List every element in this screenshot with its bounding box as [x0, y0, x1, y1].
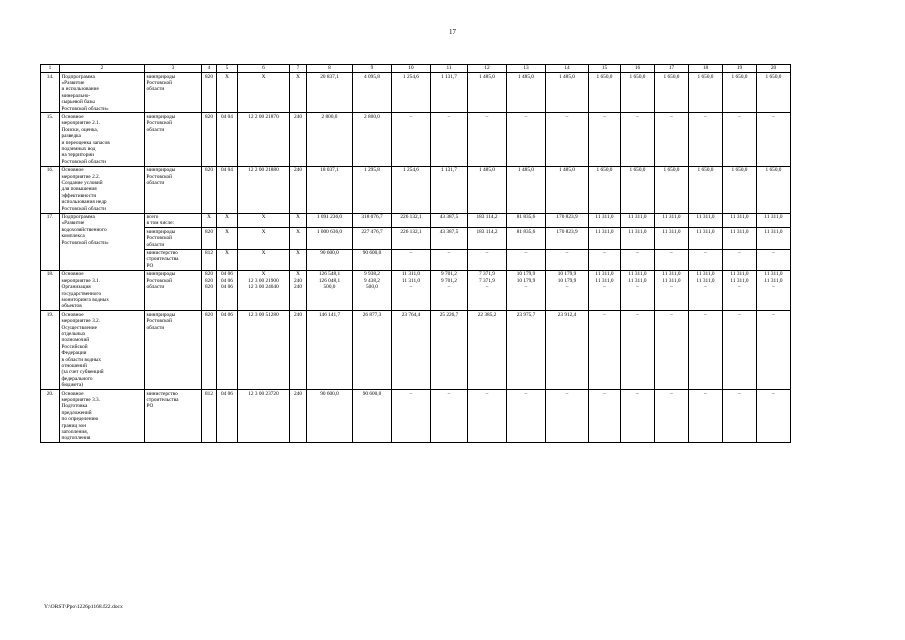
amount-cell: 11 311,0 [589, 228, 621, 249]
amount-cell: 20 837,1 [307, 73, 353, 113]
grbs-code: 820 [202, 228, 217, 249]
amount-cell: 11 311,0 11 311,0 – [621, 270, 655, 310]
amount-cell: 318 076,7 [353, 213, 392, 228]
csr-code: Х [238, 228, 290, 249]
header-cell: 11 [431, 65, 468, 73]
amount-cell: – [589, 311, 621, 390]
amount-cell: 10 179,9 10 179,9 – [507, 270, 546, 310]
amount-cell: – [392, 390, 431, 443]
program-name: Подпрограмма «Развитие и использование минерально- сырьевой базы Ростовской области» [60, 73, 145, 113]
amount-cell: 11 311,0 [723, 213, 757, 228]
header-cell: 5 [217, 65, 238, 73]
amount-cell: – [546, 390, 589, 443]
amount-cell: – [546, 113, 589, 166]
header-cell: 19 [723, 65, 757, 73]
header-cell: 1 [41, 65, 60, 73]
vr-code: Х [290, 73, 307, 113]
amount-cell: 26 877,3 [353, 311, 392, 390]
header-cell: 3 [145, 65, 202, 73]
amount-cell: 2 800,0 [353, 113, 392, 166]
vr-code: Х 240 240 [290, 270, 307, 310]
rzpr-code: 04 04 [217, 113, 238, 166]
csr-code: Х [238, 249, 290, 270]
amount-cell: 1 650,0 [589, 166, 621, 213]
grbs-code: 820 820 820 [202, 270, 217, 310]
amount-cell: 22 385,2 [468, 311, 507, 390]
amount-cell: 1 091 236,0 [307, 213, 353, 228]
header-cell: 2 [60, 65, 145, 73]
csr-code: 12 2 00 21880 [238, 166, 290, 213]
program-name: Основное мероприятие 2.2. Создание условий для повышения эффективности использования недр Ростовской области [60, 166, 145, 213]
amount-cell: – [757, 113, 791, 166]
amount-cell: 1 650,0 [655, 73, 689, 113]
amount-cell: 1 650,0 [655, 166, 689, 213]
amount-cell: – [723, 113, 757, 166]
amount-cell: – [689, 390, 723, 443]
table-row [41, 249, 791, 270]
header-cell: 18 [689, 65, 723, 73]
amount-cell: 1 000 636,0 [307, 228, 353, 249]
amount-cell: – [392, 249, 431, 270]
program-name: Подпрограмма «Развитие водохозяйственного комплекса Ростовской области» [60, 213, 145, 270]
vr-code: Х [290, 213, 307, 228]
executor: всего в том числе: [145, 213, 202, 228]
header-cell: 14 [546, 65, 589, 73]
amount-cell: 11 311,0 [589, 213, 621, 228]
amount-cell: 1 650,0 [689, 166, 723, 213]
amount-cell: 90 600,0 [353, 249, 392, 270]
vr-code: Х [290, 228, 307, 249]
grbs-code: 812 [202, 390, 217, 443]
amount-cell: 1 650,0 [621, 73, 655, 113]
amount-cell: 18 037,1 [307, 166, 353, 213]
row-number: 20. [41, 390, 60, 443]
amount-cell: 1 295,8 [353, 166, 392, 213]
rzpr-code: Х [217, 249, 238, 270]
amount-cell: 1 650,0 [621, 166, 655, 213]
table-row [41, 270, 791, 310]
amount-cell: 1 650,0 [757, 166, 791, 213]
program-name: Основное мероприятие 3.3. Подготовка предложений по определению границ зон затопления, подтопления [60, 390, 145, 443]
amount-cell: 23 764,4 [392, 311, 431, 390]
amount-cell: 10 179,9 10 179,9 – [546, 270, 589, 310]
header-cell: 4 [202, 65, 217, 73]
vr-code: 240 [290, 390, 307, 443]
executor: минприроды Ростовской области [145, 166, 202, 213]
header-cell: 8 [307, 65, 353, 73]
amount-cell: 9 701,2 9 701,2 – [431, 270, 468, 310]
executor: минприроды Ростовской области [145, 228, 202, 249]
amount-cell: 43 387,5 [431, 213, 468, 228]
rzpr-code: Х [217, 73, 238, 113]
amount-cell: – [757, 249, 791, 270]
amount-cell: – [392, 113, 431, 166]
amount-cell: 1 485,0 [546, 73, 589, 113]
row-number: 17. [41, 213, 60, 270]
amount-cell: 4 095,8 [353, 73, 392, 113]
amount-cell: 11 311,0 11 311,0 – [689, 270, 723, 310]
amount-cell: 25 226,7 [431, 311, 468, 390]
amount-cell: – [621, 249, 655, 270]
grbs-code: 820 [202, 311, 217, 390]
rzpr-code: Х [217, 228, 238, 249]
grbs-code: 820 [202, 166, 217, 213]
amount-cell: 183 114,2 [468, 213, 507, 228]
amount-cell: 23 975,7 [507, 311, 546, 390]
amount-cell: 170 823,9 [546, 228, 589, 249]
row-number: 16. [41, 166, 60, 213]
amount-cell: 1 485,0 [507, 73, 546, 113]
csr-code: 12 2 00 21870 [238, 113, 290, 166]
amount-cell: – [723, 390, 757, 443]
amount-cell: – [431, 390, 468, 443]
rzpr-code: 04 06 [217, 311, 238, 390]
vr-code: 240 [290, 166, 307, 213]
amount-cell: 126 548,1 126 048,1 500,0 [307, 270, 353, 310]
header-cell: 12 [468, 65, 507, 73]
amount-cell: – [431, 249, 468, 270]
program-name: Основное мероприятие 2.1. Поиски, оценка, разведка и переоценка запасов подземных вод на территории Ростовской области [60, 113, 145, 166]
amount-cell: 1 650,0 [689, 73, 723, 113]
header-cell: 6 [238, 65, 290, 73]
amount-cell: – [757, 311, 791, 390]
table-row [41, 113, 791, 166]
table-row [41, 390, 791, 443]
grbs-code: 820 [202, 113, 217, 166]
header-cell: 9 [353, 65, 392, 73]
amount-cell: 1 485,0 [507, 166, 546, 213]
table-row [41, 73, 791, 113]
amount-cell: – [689, 311, 723, 390]
amount-cell: 11 311,0 [689, 228, 723, 249]
amount-cell: – [468, 390, 507, 443]
amount-cell: 90 600,0 [307, 249, 353, 270]
header-cell: 10 [392, 65, 431, 73]
grbs-code: 812 [202, 249, 217, 270]
amount-cell: – [621, 311, 655, 390]
amount-cell: 9 938,2 9 438,2 500,0 [353, 270, 392, 310]
amount-cell: 11 311,0 [621, 228, 655, 249]
header-cell: 20 [757, 65, 791, 73]
amount-cell: – [546, 249, 589, 270]
csr-code: 12 3 00 23720 [238, 390, 290, 443]
vr-code: Х [290, 249, 307, 270]
header-cell: 15 [589, 65, 621, 73]
amount-cell: – [507, 390, 546, 443]
amount-cell: 227 476,7 [353, 228, 392, 249]
amount-cell: – [589, 113, 621, 166]
amount-cell: 11 311,0 11 311,0 – [757, 270, 791, 310]
table-row [41, 228, 791, 249]
amount-cell: 1 650,0 [723, 73, 757, 113]
rzpr-code: 04 04 [217, 166, 238, 213]
executor: минприроды Ростовской области [145, 113, 202, 166]
executor: минприроды Ростовской области [145, 73, 202, 113]
amount-cell: 226 132,1 [392, 228, 431, 249]
row-number: 19. [41, 311, 60, 390]
header-cell: 7 [290, 65, 307, 73]
amount-cell: 11 311,0 [655, 213, 689, 228]
amount-cell: 1 650,0 [589, 73, 621, 113]
executor: минприроды Ростовской области [145, 270, 202, 310]
amount-cell: 1 485,0 [546, 166, 589, 213]
amount-cell: 226 132,1 [392, 213, 431, 228]
header-cell: 17 [655, 65, 689, 73]
amount-cell: – [655, 311, 689, 390]
amount-cell: 81 835,6 [507, 228, 546, 249]
amount-cell: – [507, 113, 546, 166]
amount-cell: – [468, 249, 507, 270]
amount-cell: 11 311,0 [621, 213, 655, 228]
budget-table [40, 64, 791, 443]
amount-cell: 7 371,9 7 371,9 – [468, 270, 507, 310]
amount-cell: 81 835,6 [507, 213, 546, 228]
table-row [41, 213, 791, 228]
rzpr-code: 04 06 [217, 390, 238, 443]
header-cell: 16 [621, 65, 655, 73]
amount-cell: 1 485,0 [468, 73, 507, 113]
amount-cell: 43 387,5 [431, 228, 468, 249]
grbs-code: Х [202, 213, 217, 228]
amount-cell: 1 650,0 [757, 73, 791, 113]
amount-cell: 1 254,6 [392, 73, 431, 113]
amount-cell: 11 311,0 11 311,0 – [655, 270, 689, 310]
amount-cell: – [655, 113, 689, 166]
amount-cell: 1 131,7 [431, 166, 468, 213]
amount-cell: – [655, 249, 689, 270]
vr-code: 240 [290, 311, 307, 390]
amount-cell: 2 800,0 [307, 113, 353, 166]
amount-cell: 23 912,4 [546, 311, 589, 390]
amount-cell: – [589, 390, 621, 443]
grbs-code: 820 [202, 73, 217, 113]
executor: министерство строительства РО [145, 249, 202, 270]
csr-code: Х 12 3 00 21900 12 3 00 24040 [238, 270, 290, 310]
rzpr-code: 04 06 04 06 04 06 [217, 270, 238, 310]
amount-cell: 1 254,6 [392, 166, 431, 213]
amount-cell: 11 311,0 [757, 228, 791, 249]
footer-file-path: Y:\ORST\Ppo\1226p1168.f22.docx [44, 604, 123, 610]
row-number: 18. [41, 270, 60, 310]
page-number: 17 [449, 28, 456, 36]
amount-cell: – [589, 249, 621, 270]
amount-cell: 1 131,7 [431, 73, 468, 113]
amount-cell: 11 311,0 [689, 213, 723, 228]
amount-cell: – [723, 311, 757, 390]
csr-code: 12 3 00 51280 [238, 311, 290, 390]
row-number: 14. [41, 73, 60, 113]
table-row [41, 311, 791, 390]
amount-cell: 170 823,9 [546, 213, 589, 228]
row-number: 15. [41, 113, 60, 166]
amount-cell: 11 311,0 [723, 228, 757, 249]
amount-cell: – [621, 113, 655, 166]
header-cell: 13 [507, 65, 546, 73]
amount-cell: 90 600,0 [353, 390, 392, 443]
amount-cell: 11 311,0 11 311,0 – [589, 270, 621, 310]
amount-cell: 183 114,2 [468, 228, 507, 249]
executor: министерство строительства РО [145, 390, 202, 443]
program-name: Основное мероприятие 3.1. Организация государственного мониторинга водных объектов [60, 270, 145, 310]
amount-cell: 90 600,0 [307, 390, 353, 443]
amount-cell: – [431, 113, 468, 166]
amount-cell: 1 485,0 [468, 166, 507, 213]
amount-cell: 1 650,0 [723, 166, 757, 213]
amount-cell: – [689, 249, 723, 270]
amount-cell: – [507, 249, 546, 270]
table-row [41, 166, 791, 213]
amount-cell: 11 311,0 11 311,0 – [392, 270, 431, 310]
executor: минприроды Ростовской области [145, 311, 202, 390]
amount-cell: – [655, 390, 689, 443]
amount-cell: – [689, 113, 723, 166]
amount-cell: 11 311,0 [757, 213, 791, 228]
amount-cell: – [757, 390, 791, 443]
program-name: Основное мероприятие 3.2. Осуществление отдельных полномочий Российской Федерации в области водных отношений (за счет субвенций федерального бюджета) [60, 311, 145, 390]
amount-cell: – [468, 113, 507, 166]
vr-code: 240 [290, 113, 307, 166]
amount-cell: 146 141,7 [307, 311, 353, 390]
amount-cell: – [621, 390, 655, 443]
csr-code: Х [238, 213, 290, 228]
amount-cell: 11 311,0 [655, 228, 689, 249]
csr-code: Х [238, 73, 290, 113]
header-row [41, 65, 791, 73]
rzpr-code: Х [217, 213, 238, 228]
amount-cell: – [723, 249, 757, 270]
amount-cell: 11 311,0 11 311,0 – [723, 270, 757, 310]
